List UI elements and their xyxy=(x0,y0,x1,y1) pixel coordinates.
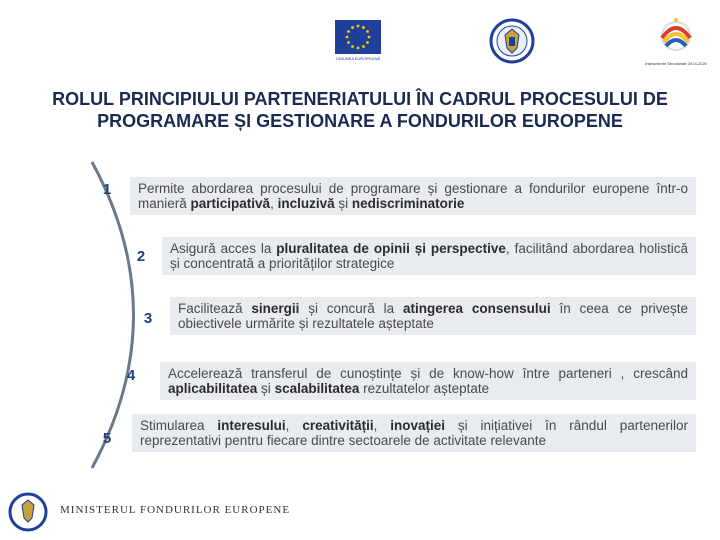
emphasized-text: sinergii xyxy=(251,301,300,316)
item-number: 2 xyxy=(136,248,146,265)
item-text: și xyxy=(257,381,275,396)
item-number: 3 xyxy=(143,310,153,327)
item-text: rezultatelor așteptate xyxy=(359,381,490,396)
principle-item xyxy=(160,362,696,400)
item-number: 1 xyxy=(102,181,112,198)
emphasized-text: participativă xyxy=(190,196,271,211)
item-text: și xyxy=(334,196,352,211)
emphasized-text: aplicabilitatea xyxy=(168,381,258,396)
principle-item xyxy=(132,414,696,452)
item-text: Asigură acces la xyxy=(170,241,277,256)
item-text: Facilitează xyxy=(178,301,252,316)
government-logo xyxy=(489,18,535,64)
item-text: în ceea ce privește obiectivele urmărite și rezultatele așteptate xyxy=(178,301,688,331)
emphasized-text: scalabilitatea xyxy=(274,381,360,396)
principle-item xyxy=(170,297,696,335)
item-text: Stimularea xyxy=(140,418,218,433)
emphasized-text: creativității xyxy=(302,418,374,433)
eu-flag-icon xyxy=(335,20,381,54)
emphasized-text: nediscriminatorie xyxy=(351,196,465,211)
item-text: și inițiativei în rândul partenerilor reprezentativi pentru fiecare dintre sectoarele de activitate relevante xyxy=(140,418,688,448)
eu-logo-caption: UNIUNEA EUROPEANĂ xyxy=(335,56,380,61)
emphasized-text: inovației xyxy=(390,418,446,433)
principle-item xyxy=(162,237,696,275)
item-number: 5 xyxy=(102,430,112,447)
header-logos xyxy=(0,0,720,80)
ministry-name: MINISTERUL FONDURILOR EUROPENE xyxy=(60,504,291,516)
footer xyxy=(8,490,291,534)
item-text: , xyxy=(373,418,391,433)
item-text: , facilitând abordarea holistică și concentrată a priorităților strategice xyxy=(170,241,688,271)
structural-instruments-caption: Instrumente Structurale 2014-2020 xyxy=(645,61,707,66)
emphasized-text: atingerea consensului xyxy=(402,301,551,316)
emphasized-text: interesului xyxy=(217,418,286,433)
emphasized-text: pluralitatea de opinii și perspective xyxy=(276,241,506,256)
item-text: Accelerează transferul de cunoștințe și de know-how între parteneri , crescând xyxy=(168,366,688,381)
emphasized-text: incluzivă xyxy=(277,196,335,211)
item-number: 4 xyxy=(126,367,136,384)
structural-instruments-logo xyxy=(640,14,712,70)
item-text: , xyxy=(285,418,303,433)
item-text: Permite abordarea procesului de programare și gestionare a fondurilor europene într-o manieră xyxy=(138,181,688,211)
item-text: și concură la xyxy=(299,301,403,316)
principle-item xyxy=(130,177,696,215)
ministry-seal-icon xyxy=(8,490,48,534)
item-text: , xyxy=(270,196,278,211)
eu-logo xyxy=(333,20,383,66)
page-title: ROLUL PRINCIPIULUI PARTENERIATULUI ÎN CADRUL PROCESULUI DE PROGRAMARE ȘI GESTIONARE A FONDURILOR EUROPENE xyxy=(52,89,668,131)
